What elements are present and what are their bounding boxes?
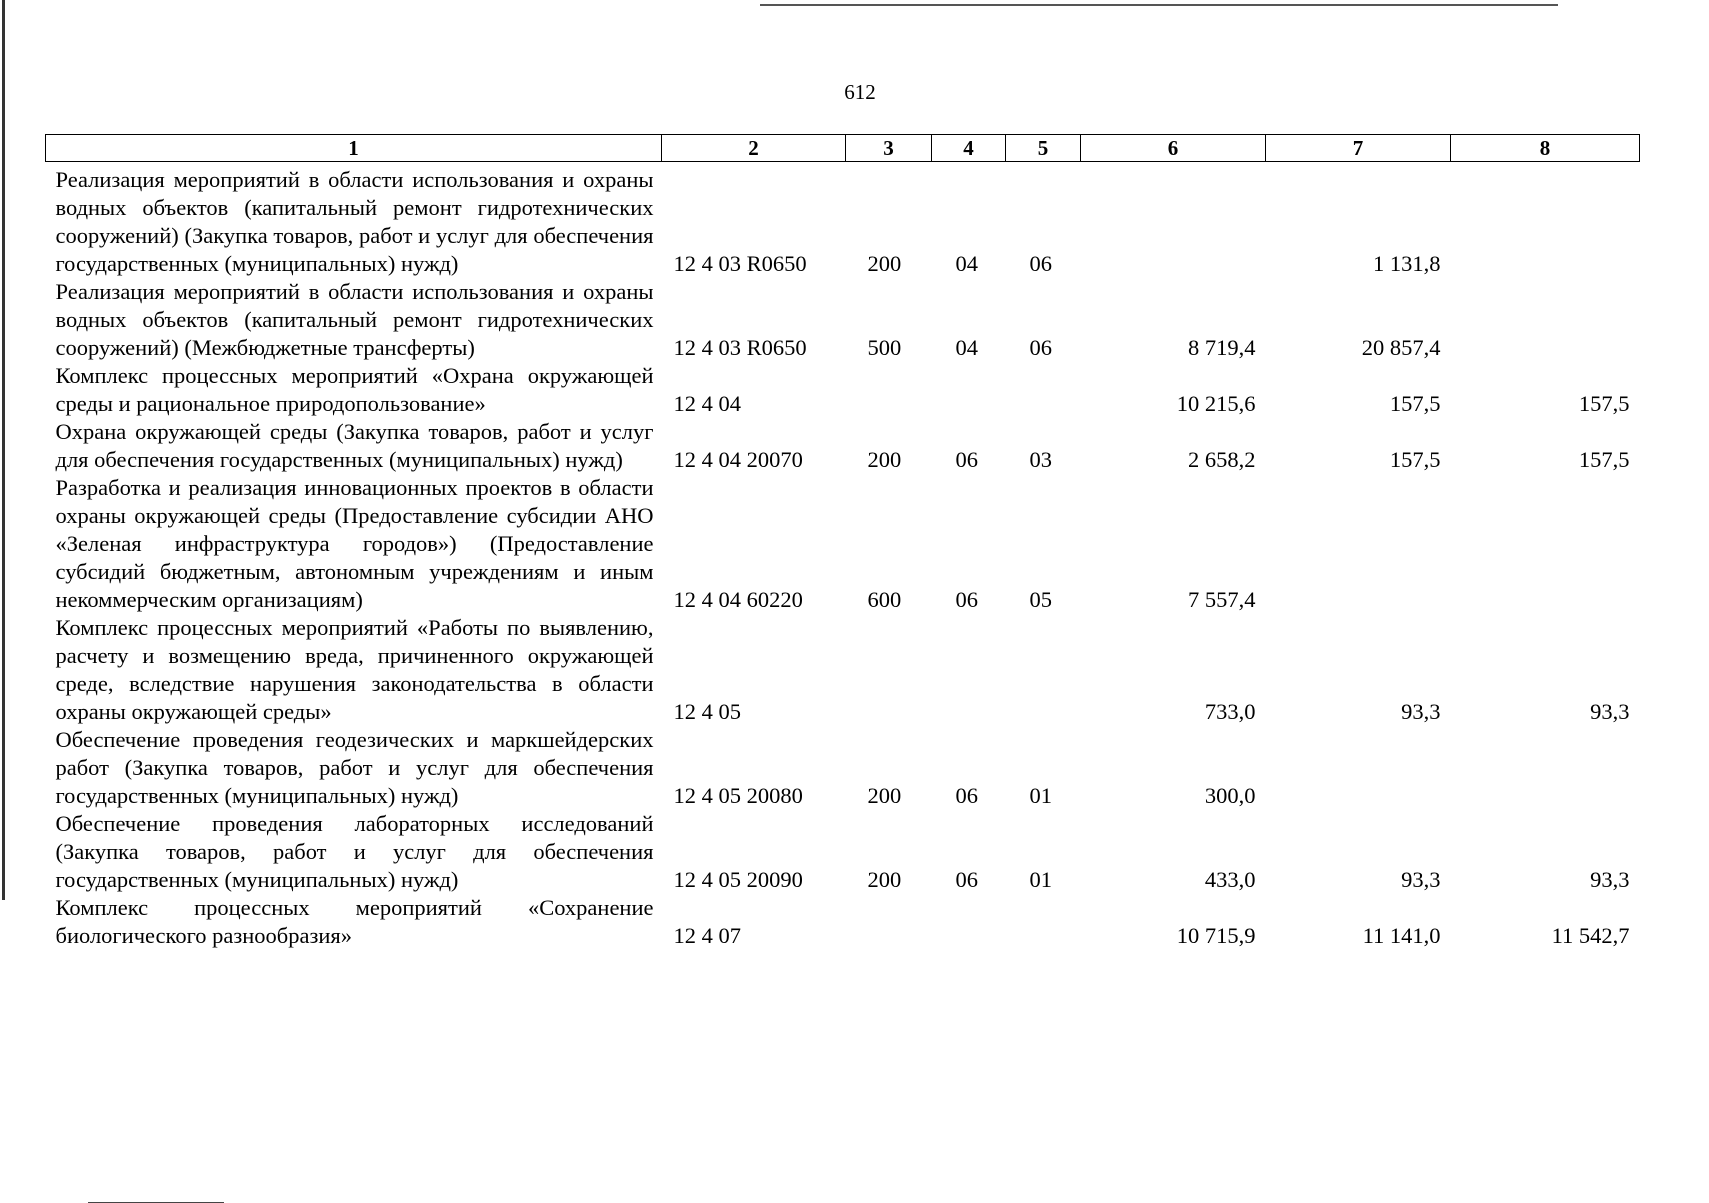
- row-section: [932, 614, 1006, 726]
- row-amount-col8: [1451, 726, 1640, 810]
- row-section: [932, 362, 1006, 418]
- row-expense-type: 200: [867, 867, 902, 892]
- row-subsection: 06: [1029, 251, 1052, 276]
- row-amount-col6: 433,0: [1204, 867, 1256, 892]
- row-target-code: 12 4 04: [673, 391, 741, 416]
- table-row: [46, 894, 1640, 950]
- row-subsection: [1006, 894, 1081, 950]
- column-header-7: 7: [1266, 135, 1451, 162]
- row-section: 06: [955, 447, 978, 472]
- row-section: 06: [955, 783, 978, 808]
- row-subsection: 06: [1029, 335, 1052, 360]
- row-amount-col6: 8 719,4: [1188, 335, 1256, 360]
- row-description: Охрана окружающей среды (Закупка товаров, работ и услуг для обеспечения государственных (муниципальных) нужд): [55, 419, 654, 472]
- scan-edge-line-top: [760, 4, 1558, 6]
- row-amount-col6: 733,0: [1204, 699, 1256, 724]
- row-target-code: 12 4 05: [673, 699, 741, 724]
- header-row: [46, 135, 1640, 162]
- row-description: Обеспечение проведения геодезических и маркшейдерских работ (Закупка товаров, работ и услуг для обеспечения государственных (муниципальных) нужд): [55, 727, 654, 808]
- row-subsection: 01: [1029, 867, 1052, 892]
- row-amount-col8: 93,3: [1590, 867, 1630, 892]
- row-subsection: [1006, 362, 1081, 418]
- row-amount-col7: 157,5: [1389, 447, 1441, 472]
- row-expense-type: 500: [867, 335, 902, 360]
- row-amount-col6: 7 557,4: [1188, 587, 1256, 612]
- budget-table: [45, 134, 1640, 950]
- row-target-code: 12 4 05 20090: [673, 867, 803, 892]
- row-subsection: 05: [1029, 587, 1052, 612]
- row-expense-type: 200: [867, 783, 902, 808]
- row-amount-col7: 157,5: [1389, 391, 1441, 416]
- page-number: 612: [844, 80, 876, 104]
- row-amount-col7: 20 857,4: [1361, 335, 1441, 360]
- row-amount-col6: 2 658,2: [1188, 447, 1256, 472]
- column-header-8: 8: [1451, 135, 1640, 162]
- column-header-1: 1: [46, 135, 662, 162]
- row-description: Комплекс процессных мероприятий «Сохранение биологического разнообразия»: [55, 895, 654, 948]
- row-amount-col7: 93,3: [1401, 699, 1441, 724]
- row-description: Комплекс процессных мероприятий «Охрана окружающей среды и рациональное природопользование»: [55, 363, 654, 416]
- scan-edge-line-left: [2, 0, 5, 900]
- row-amount-col6: [1081, 162, 1266, 279]
- row-target-code: 12 4 05 20080: [673, 783, 803, 808]
- row-target-code: 12 4 04 20070: [673, 447, 803, 472]
- row-amount-col6: 300,0: [1204, 783, 1256, 808]
- row-amount-col7: [1266, 474, 1451, 614]
- row-target-code: 12 4 03 R0650: [673, 251, 807, 276]
- row-amount-col8: 157,5: [1578, 391, 1630, 416]
- column-header-6: 6: [1081, 135, 1266, 162]
- row-amount-col8: 93,3: [1590, 699, 1630, 724]
- row-section: 04: [955, 251, 978, 276]
- column-header-2: 2: [662, 135, 846, 162]
- row-amount-col8: [1451, 162, 1640, 279]
- table-row: [46, 278, 1640, 362]
- table-row: [46, 162, 1640, 279]
- row-expense-type: [846, 614, 932, 726]
- table-row: [46, 474, 1640, 614]
- row-amount-col6: 10 215,6: [1176, 391, 1256, 416]
- row-section: [932, 894, 1006, 950]
- row-description: Разработка и реализация инновационных проектов в области охраны окружающей среды (Предоставление субсидии АНО «Зеленая инфраструктура городов») (Предоставление субсидий бюджетным, автономным учреждениям и иным некоммерческим организациям): [55, 475, 654, 612]
- table-row: [46, 726, 1640, 810]
- row-expense-type: 600: [867, 587, 902, 612]
- row-section: 06: [955, 587, 978, 612]
- row-amount-col8: [1451, 474, 1640, 614]
- row-subsection: [1006, 614, 1081, 726]
- row-amount-col7: 93,3: [1401, 867, 1441, 892]
- table-row: [46, 418, 1640, 474]
- row-subsection: 01: [1029, 783, 1052, 808]
- table-row: [46, 362, 1640, 418]
- row-amount-col7: 11 141,0: [1362, 923, 1441, 948]
- table-row: [46, 810, 1640, 894]
- column-header-4: 4: [932, 135, 1006, 162]
- row-expense-type: 200: [867, 251, 902, 276]
- row-description: Реализация мероприятий в области использования и охраны водных объектов (капитальный ремонт гидротехнических сооружений) (Межбюджетные трансферты): [55, 279, 654, 360]
- column-header-5: 5: [1006, 135, 1081, 162]
- table-row: [46, 614, 1640, 726]
- row-target-code: 12 4 04 60220: [673, 587, 803, 612]
- row-amount-col8: 157,5: [1578, 447, 1630, 472]
- row-amount-col6: 10 715,9: [1176, 923, 1256, 948]
- row-target-code: 12 4 03 R0650: [673, 335, 807, 360]
- row-expense-type: [846, 362, 932, 418]
- row-section: 06: [955, 867, 978, 892]
- table-header: [46, 135, 1640, 162]
- row-description: Комплекс процессных мероприятий «Работы по выявлению, расчету и возмещению вреда, причиненного окружающей среде, вследствие нарушения законодательства в области охраны окружающей среды»: [55, 615, 654, 724]
- table-body: [46, 162, 1640, 951]
- row-section: 04: [955, 335, 978, 360]
- column-header-3: 3: [846, 135, 932, 162]
- row-expense-type: [846, 894, 932, 950]
- row-description: Обеспечение проведения лабораторных исследований (Закупка товаров, работ и услуг для обеспечения государственных (муниципальных) нужд): [55, 811, 654, 892]
- row-amount-col7: 1 131,8: [1373, 251, 1441, 276]
- row-amount-col8: 11 542,7: [1551, 923, 1630, 948]
- row-expense-type: 200: [867, 447, 902, 472]
- row-subsection: 03: [1029, 447, 1052, 472]
- row-amount-col8: [1451, 278, 1640, 362]
- row-target-code: 12 4 07: [673, 923, 741, 948]
- row-description: Реализация мероприятий в области использования и охраны водных объектов (капитальный ремонт гидротехнических сооружений) (Закупка товаров, работ и услуг для обеспечения государственных (муниципальных) нужд): [55, 167, 654, 276]
- row-amount-col7: [1266, 726, 1451, 810]
